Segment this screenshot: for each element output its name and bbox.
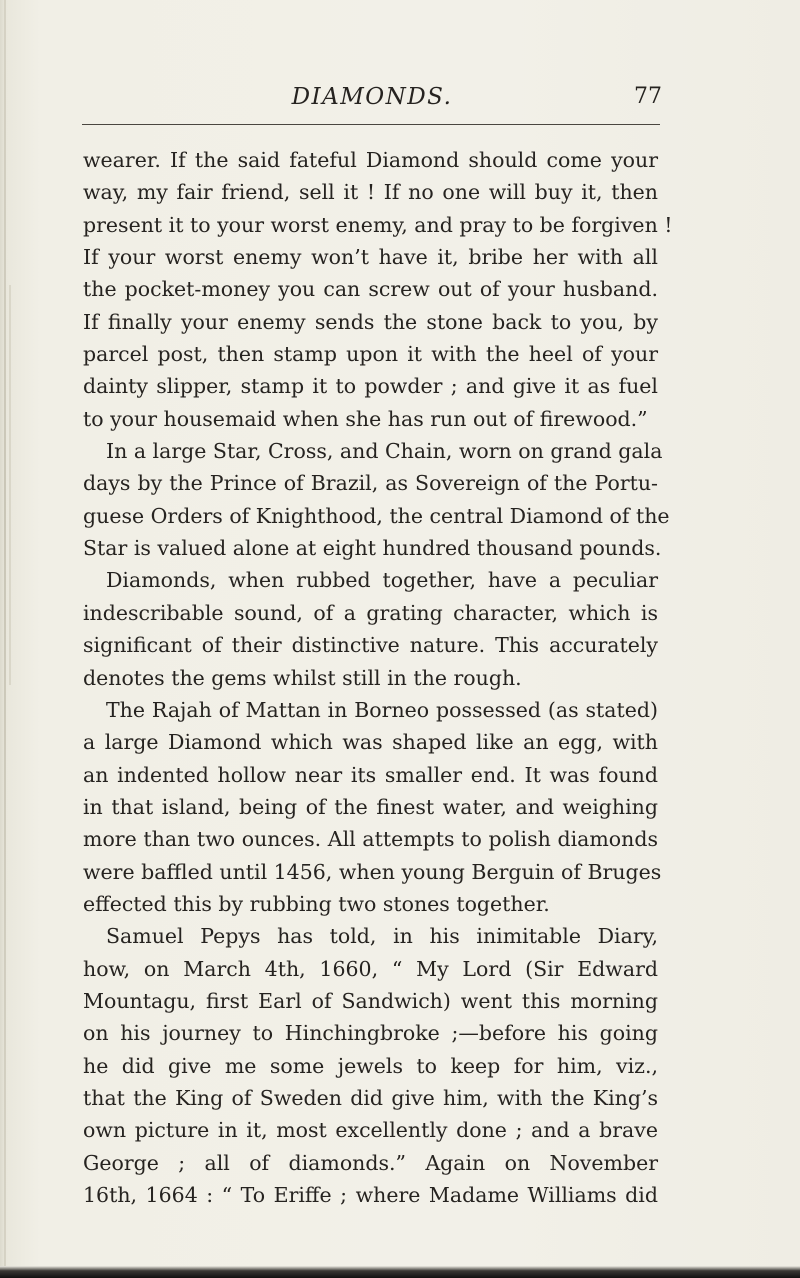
text-line: If your worst enemy won’t have it, bribe her with all <box>83 245 658 270</box>
text-line: were baffled until 1456, when young Berguin of Bruges <box>83 859 662 884</box>
margin-shadow <box>9 285 11 685</box>
text-line: in that island, being of the finest water, and weighing <box>83 794 658 819</box>
text-line: Diamonds, when rubbed together, have a peculiar <box>106 568 658 593</box>
text-line: In a large Star, Cross, and Chain, worn on grand gala <box>106 439 663 464</box>
text-line: own picture in it, most excellently done ; and a brave <box>83 1118 658 1143</box>
page-number: 77 <box>634 84 662 109</box>
text-line: way, my fair friend, sell it ! If no one will buy it, then <box>83 180 658 205</box>
running-head <box>82 84 662 116</box>
text-line: on his journey to Hinchingbroke ;—before his going <box>83 1021 658 1046</box>
text-line: guese Orders of Knighthood, the central Diamond of the <box>83 503 670 528</box>
text-line: Star is valued alone at eight hundred thousand pounds. <box>83 536 662 561</box>
text-line: denotes the gems whilst still in the rough. <box>83 665 522 690</box>
text-line: Mountagu, first Earl of Sandwich) went this morning <box>83 988 658 1013</box>
text-line: indescribable sound, of a grating character, which is <box>83 600 658 625</box>
text-line: an indented hollow near its smaller end. It was found <box>83 762 658 787</box>
text-line: The Rajah of Mattan in Borneo possessed (as stated) <box>106 697 658 722</box>
binding-gutter <box>4 0 6 1278</box>
text-line: significant of their distinctive nature. This accurately <box>83 633 658 658</box>
text-line: a large Diamond which was shaped like an egg, with <box>83 730 658 755</box>
text-line: Samuel Pepys has told, in his inimitable Diary, <box>106 924 658 949</box>
text-line: George ; all of diamonds.” Again on November <box>83 1150 658 1175</box>
text-line: If finally your enemy sends the stone back to you, by <box>83 309 658 334</box>
text-line: parcel post, then stamp upon it with the heel of your <box>83 342 658 367</box>
text-line: wearer. If the said fateful Diamond should come your <box>83 148 658 172</box>
page-bottom-edge <box>0 1266 800 1278</box>
text-line: that the King of Sweden did give him, with the King’s <box>83 1085 658 1110</box>
text-line: how, on March 4th, 1660, “ My Lord (Sir Edward <box>83 956 658 981</box>
text-line: 16th, 1664 : “ To Eriffe ; where Madame Williams did <box>83 1183 658 1207</box>
running-title: DIAMONDS. <box>291 84 453 110</box>
text-line: dainty slipper, stamp it to powder ; and give it as fuel <box>83 374 658 399</box>
header-rule <box>82 124 660 125</box>
text-line: days by the Prince of Brazil, as Sovereign of the Portu- <box>83 471 658 496</box>
text-line: to your housemaid when she has run out of firewood.” <box>83 406 648 431</box>
text-line: more than two ounces. All attempts to polish diamonds <box>83 827 658 852</box>
text-line: present it to your worst enemy, and pray to be forgiven ! <box>83 212 673 237</box>
text-line: effected this by rubbing two stones together. <box>83 891 550 916</box>
text-line: he did give me some jewels to keep for him, viz., <box>83 1053 658 1078</box>
text-line: the pocket-money you can screw out of your husband. <box>83 277 658 302</box>
body-text <box>83 144 673 1211</box>
